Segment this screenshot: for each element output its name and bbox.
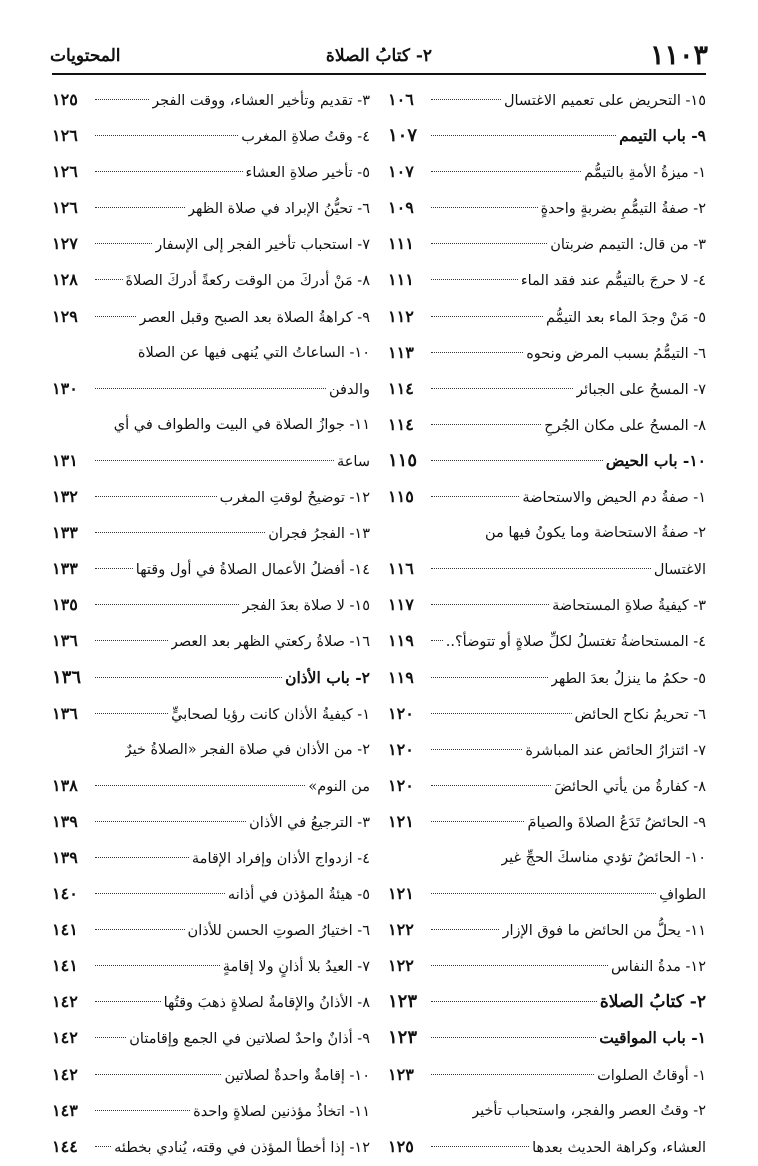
toc-entry-page: ١٣٠ — [52, 378, 78, 398]
toc-entry-page: ١٤٠ — [52, 884, 78, 904]
toc-entry — [52, 515, 370, 551]
toc-entry-page: ١١١ — [388, 270, 414, 290]
toc-entry-page: ١٣٣ — [52, 559, 78, 579]
toc-entry-page: ١٣٩ — [52, 811, 78, 831]
dot-leader — [95, 821, 246, 822]
toc-entry — [388, 804, 706, 840]
toc-entry — [388, 154, 706, 190]
dot-leader — [431, 388, 573, 389]
toc-entry-title: الاغتسال — [653, 562, 706, 579]
dot-leader — [95, 568, 133, 569]
toc-entry-page: ١٢٦ — [52, 198, 78, 218]
header-rule — [52, 73, 706, 75]
dot-leader — [95, 532, 265, 533]
toc-entry — [52, 840, 370, 876]
dot-leader — [431, 568, 651, 569]
toc-entry-title: ٨- مَنْ أدركَ من الوقت ركعةً أدركَ الصلاةَ — [125, 273, 370, 290]
dot-leader — [95, 243, 152, 244]
dot-leader — [431, 243, 547, 244]
toc-entry — [388, 262, 706, 298]
toc-entry — [52, 226, 370, 262]
toc-entry-title: ٢- وقتُ العصر والفجر، واستحباب تأخير — [472, 1102, 706, 1119]
dot-leader — [95, 135, 238, 136]
dot-leader — [431, 352, 523, 353]
toc-entry-page: ١٣٥ — [52, 595, 78, 615]
toc-entry-title: ٨- كفارةُ من يأتي الحائضَ — [554, 778, 706, 795]
toc-entry-page: ١٣٩ — [52, 847, 78, 867]
toc-entry-page: ١٤١ — [52, 956, 78, 976]
dot-leader — [431, 893, 656, 894]
dot-leader — [95, 99, 149, 100]
toc-entry-title: ٥- مَنْ وجدَ الماء بعد التيمُّم — [545, 309, 706, 326]
toc-entry-title: والدفن — [328, 381, 370, 398]
toc-entry-title: ١٢- مدةُ النفاس — [611, 959, 706, 976]
toc-entry — [388, 190, 706, 226]
toc-entry-page: ١٣٦ — [52, 631, 78, 651]
toc-entry-page: ١٢٦ — [52, 126, 78, 146]
toc-entry — [388, 299, 706, 335]
toc-entry-page: ١٢٩ — [52, 306, 78, 326]
toc-entry-title: ٢- باب الأذان — [285, 667, 370, 687]
toc-entry-page: ١٢٠ — [388, 739, 414, 759]
dot-leader — [431, 821, 524, 822]
toc-entry-title: ١٢- توضيحُ لوقتِ المغرب — [219, 490, 370, 507]
dot-leader — [95, 893, 225, 894]
toc-entry-title: ٧- استحباب تأخير الفجر إلى الإسفار — [155, 237, 370, 254]
toc-entry — [52, 262, 370, 298]
toc-entry-title: ساعة — [337, 453, 370, 470]
toc-entry-page: ١٣٦ — [52, 703, 78, 723]
toc-entry — [52, 479, 370, 515]
toc-entry-page: ١٤٣ — [52, 1100, 78, 1120]
toc-entry-title: ٩- باب التيمم — [619, 126, 706, 146]
dot-leader — [95, 677, 282, 678]
toc-entry — [388, 623, 706, 659]
toc-entry-page: ١٠٩ — [388, 198, 414, 218]
toc-entry — [52, 299, 370, 335]
toc-entry-title: ٢- صفةُ التيمُّمِ بضربةٍ واحدةٍ — [540, 201, 706, 218]
toc-entry-title: ٣- تقديم وتأخير العشاء، ووقت الفجر — [152, 93, 370, 109]
toc-entry — [52, 804, 370, 840]
toc-entry — [52, 984, 370, 1020]
toc-entry-title: ٢- من الأذان في صلاة الفجر «الصلاةُ خيرٌ — [124, 741, 370, 758]
toc-entry — [52, 551, 370, 587]
dot-leader — [95, 785, 305, 786]
dot-leader — [95, 965, 220, 966]
toc-entry-title: ١٦- صلاةُ ركعتي الظهر بعد العصر — [170, 634, 370, 651]
dot-leader — [431, 135, 616, 136]
toc-entry — [52, 443, 370, 479]
toc-entry-title: العشاء، وكراهة الحديث بعدها — [532, 1139, 706, 1156]
toc-entry-title: ٨- الأذانُ والإقامةُ لصلاةٍ ذهبَ وقتُها — [163, 995, 370, 1012]
toc-entry-page: ١٤١ — [52, 920, 78, 940]
toc-entry-title: ١٠- الساعاتُ التي يُنهى فيها عن الصلاة — [137, 344, 370, 361]
toc-entry — [388, 407, 706, 443]
dot-leader — [95, 1146, 111, 1147]
dot-leader — [431, 316, 543, 317]
toc-column-right — [388, 82, 706, 1165]
toc-entry-title: ٨- المسحُ على مكان الجُرحِ — [544, 417, 706, 434]
toc-entry — [388, 335, 706, 371]
toc-entry-page: ١١٣ — [388, 342, 414, 362]
toc-entry — [52, 948, 370, 984]
dot-leader — [431, 1037, 596, 1038]
toc-entry — [388, 732, 706, 768]
page-number: ١١٠٣ — [649, 40, 708, 71]
toc-entry-title: ٦- تحريمُ نكاح الحائض — [574, 706, 706, 723]
toc-entry-page: ١٣٨ — [52, 775, 78, 795]
toc-entry-page: ١٣٢ — [52, 487, 78, 507]
dot-leader — [431, 207, 538, 208]
toc-entry-page: ١١٥ — [388, 487, 414, 507]
dot-leader — [95, 171, 243, 172]
dot-leader — [95, 460, 334, 461]
toc-entry-title: ١- صفةُ دم الحيض والاستحاضة — [522, 490, 706, 507]
toc-entry — [52, 732, 370, 768]
dot-leader — [95, 279, 123, 280]
toc-heading — [388, 984, 706, 1020]
dot-leader — [431, 713, 572, 714]
dot-leader — [431, 640, 443, 641]
dot-leader — [95, 604, 239, 605]
dot-leader — [95, 316, 136, 317]
toc-entry-title: ٩- الحائضُ تَدَعُ الصلاةَ والصيامَ — [527, 814, 706, 831]
dot-leader — [95, 1074, 221, 1075]
toc-entry-title: ١٥- لا صلاة بعدَ الفجر — [242, 598, 370, 615]
dot-leader — [431, 279, 518, 280]
toc-entry-page: ١١٧ — [388, 595, 414, 615]
dot-leader — [431, 171, 581, 172]
toc-entry-page: ١٠٧ — [388, 162, 414, 182]
dot-leader — [95, 857, 189, 858]
toc-entry-page: ١٢٥ — [388, 1136, 414, 1156]
dot-leader — [95, 640, 168, 641]
dot-leader — [431, 1074, 594, 1075]
toc-entry-title: ٧- ائتزارُ الحائض عند المباشرة — [525, 742, 706, 759]
toc-entry-page: ١١٥ — [388, 449, 418, 471]
toc-entry — [52, 623, 370, 659]
toc-entry-page: ١٢٨ — [52, 270, 78, 290]
toc-entry — [388, 551, 706, 587]
running-title: ٢- كتابُ الصلاة — [325, 46, 433, 66]
toc-entry-title: ٣- الترجيعُ في الأذان — [249, 814, 370, 831]
toc-entry — [52, 407, 370, 443]
dot-leader — [431, 965, 608, 966]
toc-entry — [388, 696, 706, 732]
toc-entry-title: ٧- المسحُ على الجبائر — [576, 381, 706, 398]
toc-entry — [52, 82, 370, 118]
toc-entry-page: ١٢٣ — [388, 1027, 418, 1049]
toc-entry-page: ١٢٠ — [388, 775, 414, 795]
toc-entry — [52, 118, 370, 154]
toc-entry-title: ٤- لا حرجَ بالتيمُّم عند فقد الماء — [520, 273, 706, 290]
toc-entry — [52, 876, 370, 912]
toc-entry-title: ٤- وقتُ صلاةِ المغرب — [241, 129, 370, 146]
dot-leader — [431, 677, 548, 678]
toc-entry-page: ١٢٦ — [52, 162, 78, 182]
toc-entry-page: ١٢٠ — [388, 703, 414, 723]
toc-entry — [52, 190, 370, 226]
dot-leader — [95, 929, 185, 930]
toc-entry-title: ٦- تحيُّنُ الإبراد في صلاة الظهر — [188, 201, 370, 218]
dot-leader — [431, 1001, 597, 1002]
toc-entry-title: ١٠- إقامةٌ واحدةٌ لصلاتين — [224, 1067, 370, 1084]
toc-entry-title: ٧- العيدُ بلا أذانٍ ولا إقامةٍ — [222, 959, 370, 976]
toc-entry-page: ١٤٢ — [52, 1064, 78, 1084]
toc-heading — [388, 443, 706, 479]
toc-entry — [52, 1129, 370, 1165]
toc-entry-page: ١١٦ — [388, 559, 414, 579]
toc-entry — [388, 948, 706, 984]
toc-entry-page: ١٢٣ — [388, 991, 418, 1013]
toc-entry-title: ١١- يحلُّ من الحائض ما فوق الإزار — [502, 923, 706, 940]
toc-entry-title: من النوم» — [308, 778, 370, 795]
toc-entry-page: ١١٩ — [388, 667, 414, 687]
toc-entry — [52, 1057, 370, 1093]
toc-entry-page: ١٢١ — [388, 811, 414, 831]
toc-entry-page: ١٤٢ — [52, 992, 78, 1012]
toc-entry — [388, 82, 706, 118]
dot-leader — [431, 749, 522, 750]
dot-leader — [95, 1110, 190, 1111]
dot-leader — [431, 496, 519, 497]
toc-entry-page: ١٢٧ — [52, 234, 78, 254]
dot-leader — [431, 785, 551, 786]
toc-entry — [388, 226, 706, 262]
toc-entry-page: ١٣٣ — [52, 523, 78, 543]
dot-leader — [95, 1001, 161, 1002]
toc-entry-title: ٥- هيئةُ المؤذن في أذانه — [227, 887, 370, 904]
toc-entry-title: ١٢- إذا أخطأ المؤذن في وقته، يُنادي بخطئه — [114, 1139, 370, 1156]
toc-heading — [388, 118, 706, 154]
toc-entry-page: ١٣٦ — [52, 666, 82, 688]
toc-entry-title: ٥- حكمُ ما ينزلُ بعدَ الطهر — [550, 670, 706, 687]
toc-entry-title: ٦- اختيارُ الصوتِ الحسن للأذان — [187, 923, 370, 940]
toc-entry-title: ٤- ازدواج الأذان وإفراد الإقامة — [191, 850, 370, 867]
dot-leader — [95, 496, 217, 497]
toc-entry-title: ١١- اتخاذُ مؤذنين لصلاةٍ واحدة — [193, 1103, 370, 1120]
toc-entry-title: ١- كيفيةُ الأذان كانت رؤيا لصحابيٍّ — [171, 706, 370, 723]
toc-entry-page: ١٢٢ — [388, 956, 414, 976]
toc-entry — [388, 587, 706, 623]
toc-entry-title: ٤- المستحاضةُ تغتسلُ لكلِّ صلاةٍ أو تتوضأ؟.. — [446, 634, 706, 651]
toc-entry-title: ١٠- باب الحيض — [605, 450, 706, 470]
toc-entry-title: ١٠- الحائضُ تؤدي مناسكَ الحجِّ غير — [501, 849, 706, 866]
toc-entry-page: ١١٩ — [388, 631, 414, 651]
toc-entry-title: ١١- جوازُ الصلاة في البيت والطواف في أي — [113, 416, 370, 433]
toc-entry — [388, 371, 706, 407]
toc-entry-page: ١٠٧ — [388, 125, 418, 147]
toc-entry — [52, 768, 370, 804]
dot-leader — [431, 604, 549, 605]
toc-entry-title: ١- ميزةُ الأمةِ بالتيمُّم — [584, 165, 706, 182]
toc-entry-title: ٣- كيفيةُ صلاةِ المستحاضة — [552, 598, 706, 615]
toc-entry — [52, 912, 370, 948]
toc-entry-page: ١١١ — [388, 234, 414, 254]
toc-entry — [388, 768, 706, 804]
toc-entry-page: ١٢٣ — [388, 1064, 414, 1084]
toc-entry-title: ١٥- التحريض على تعميم الاغتسال — [503, 93, 706, 109]
toc-entry-title: ٦- التيمُّمُ بسبب المرض ونحوه — [526, 345, 706, 362]
dot-leader — [431, 929, 499, 930]
toc-entry — [52, 696, 370, 732]
toc-entry — [52, 371, 370, 407]
dot-leader — [95, 388, 326, 389]
dot-leader — [431, 460, 603, 461]
toc-entry-page: ١٣١ — [52, 450, 78, 470]
toc-entry-page: ١١٤ — [388, 378, 414, 398]
toc-entry — [388, 1057, 706, 1093]
toc-entry — [52, 1093, 370, 1129]
toc-entry — [388, 1129, 706, 1165]
toc-entry — [388, 479, 706, 515]
dot-leader — [431, 424, 541, 425]
toc-column-left — [52, 82, 370, 1165]
toc-entry-title: ١٣- الفجرُ فجران — [268, 526, 370, 543]
toc-entry-title: ٢- صفةُ الاستحاضة وما يكونُ فيها من — [484, 525, 706, 542]
toc-entry — [388, 912, 706, 948]
dot-leader — [95, 1037, 126, 1038]
toc-entry-title: ٥- تأخير صلاةِ العشاء — [245, 165, 370, 182]
toc-entry-page: ١٠٦ — [388, 90, 414, 109]
toc-heading — [52, 660, 370, 696]
toc-entry — [388, 515, 706, 551]
toc-heading — [388, 1020, 706, 1056]
dot-leader — [95, 207, 185, 208]
toc-entry-page: ١٤٢ — [52, 1028, 78, 1048]
dot-leader — [95, 713, 168, 714]
toc-entry — [388, 840, 706, 876]
toc-entry-page: ١١٤ — [388, 414, 414, 434]
toc-entry — [52, 587, 370, 623]
toc-entry — [52, 154, 370, 190]
toc-entry-title: ٩- كراهةُ الصلاة بعد الصبح وقبل العصر — [139, 309, 370, 326]
toc-entry-page: ١٢٢ — [388, 920, 414, 940]
toc-entry — [52, 1020, 370, 1056]
toc-entry-title: ١- أوقاتُ الصلوات — [597, 1067, 706, 1084]
dot-leader — [431, 99, 501, 100]
toc-entry-title: ٩- أذانٌ واحدٌ لصلاتين في الجمع وإقامتان — [129, 1031, 370, 1048]
toc-entry-page: ١٢٥ — [52, 90, 78, 109]
toc-entry-page: ١٤٤ — [52, 1136, 78, 1156]
toc-entry-title: الطوافِ — [659, 887, 706, 904]
toc-entry-title: ٣- من قال: التيمم ضربتان — [550, 237, 706, 254]
toc-entry-title: ١- باب المواقيت — [599, 1028, 706, 1048]
toc-entry — [52, 335, 370, 371]
toc-entry — [388, 1093, 706, 1129]
toc-entry — [388, 876, 706, 912]
toc-entry-page: ١١٢ — [388, 306, 414, 326]
section-title: المحتويات — [50, 46, 121, 66]
toc-entry-title: ١٤- أفضلُ الأعمال الصلاةُ في أول وقتها — [135, 562, 370, 579]
toc-entry-page: ١٢١ — [388, 884, 414, 904]
dot-leader — [431, 1146, 529, 1147]
toc-entry — [388, 660, 706, 696]
toc-entry-title: ٢- كتابُ الصلاة — [599, 992, 706, 1013]
